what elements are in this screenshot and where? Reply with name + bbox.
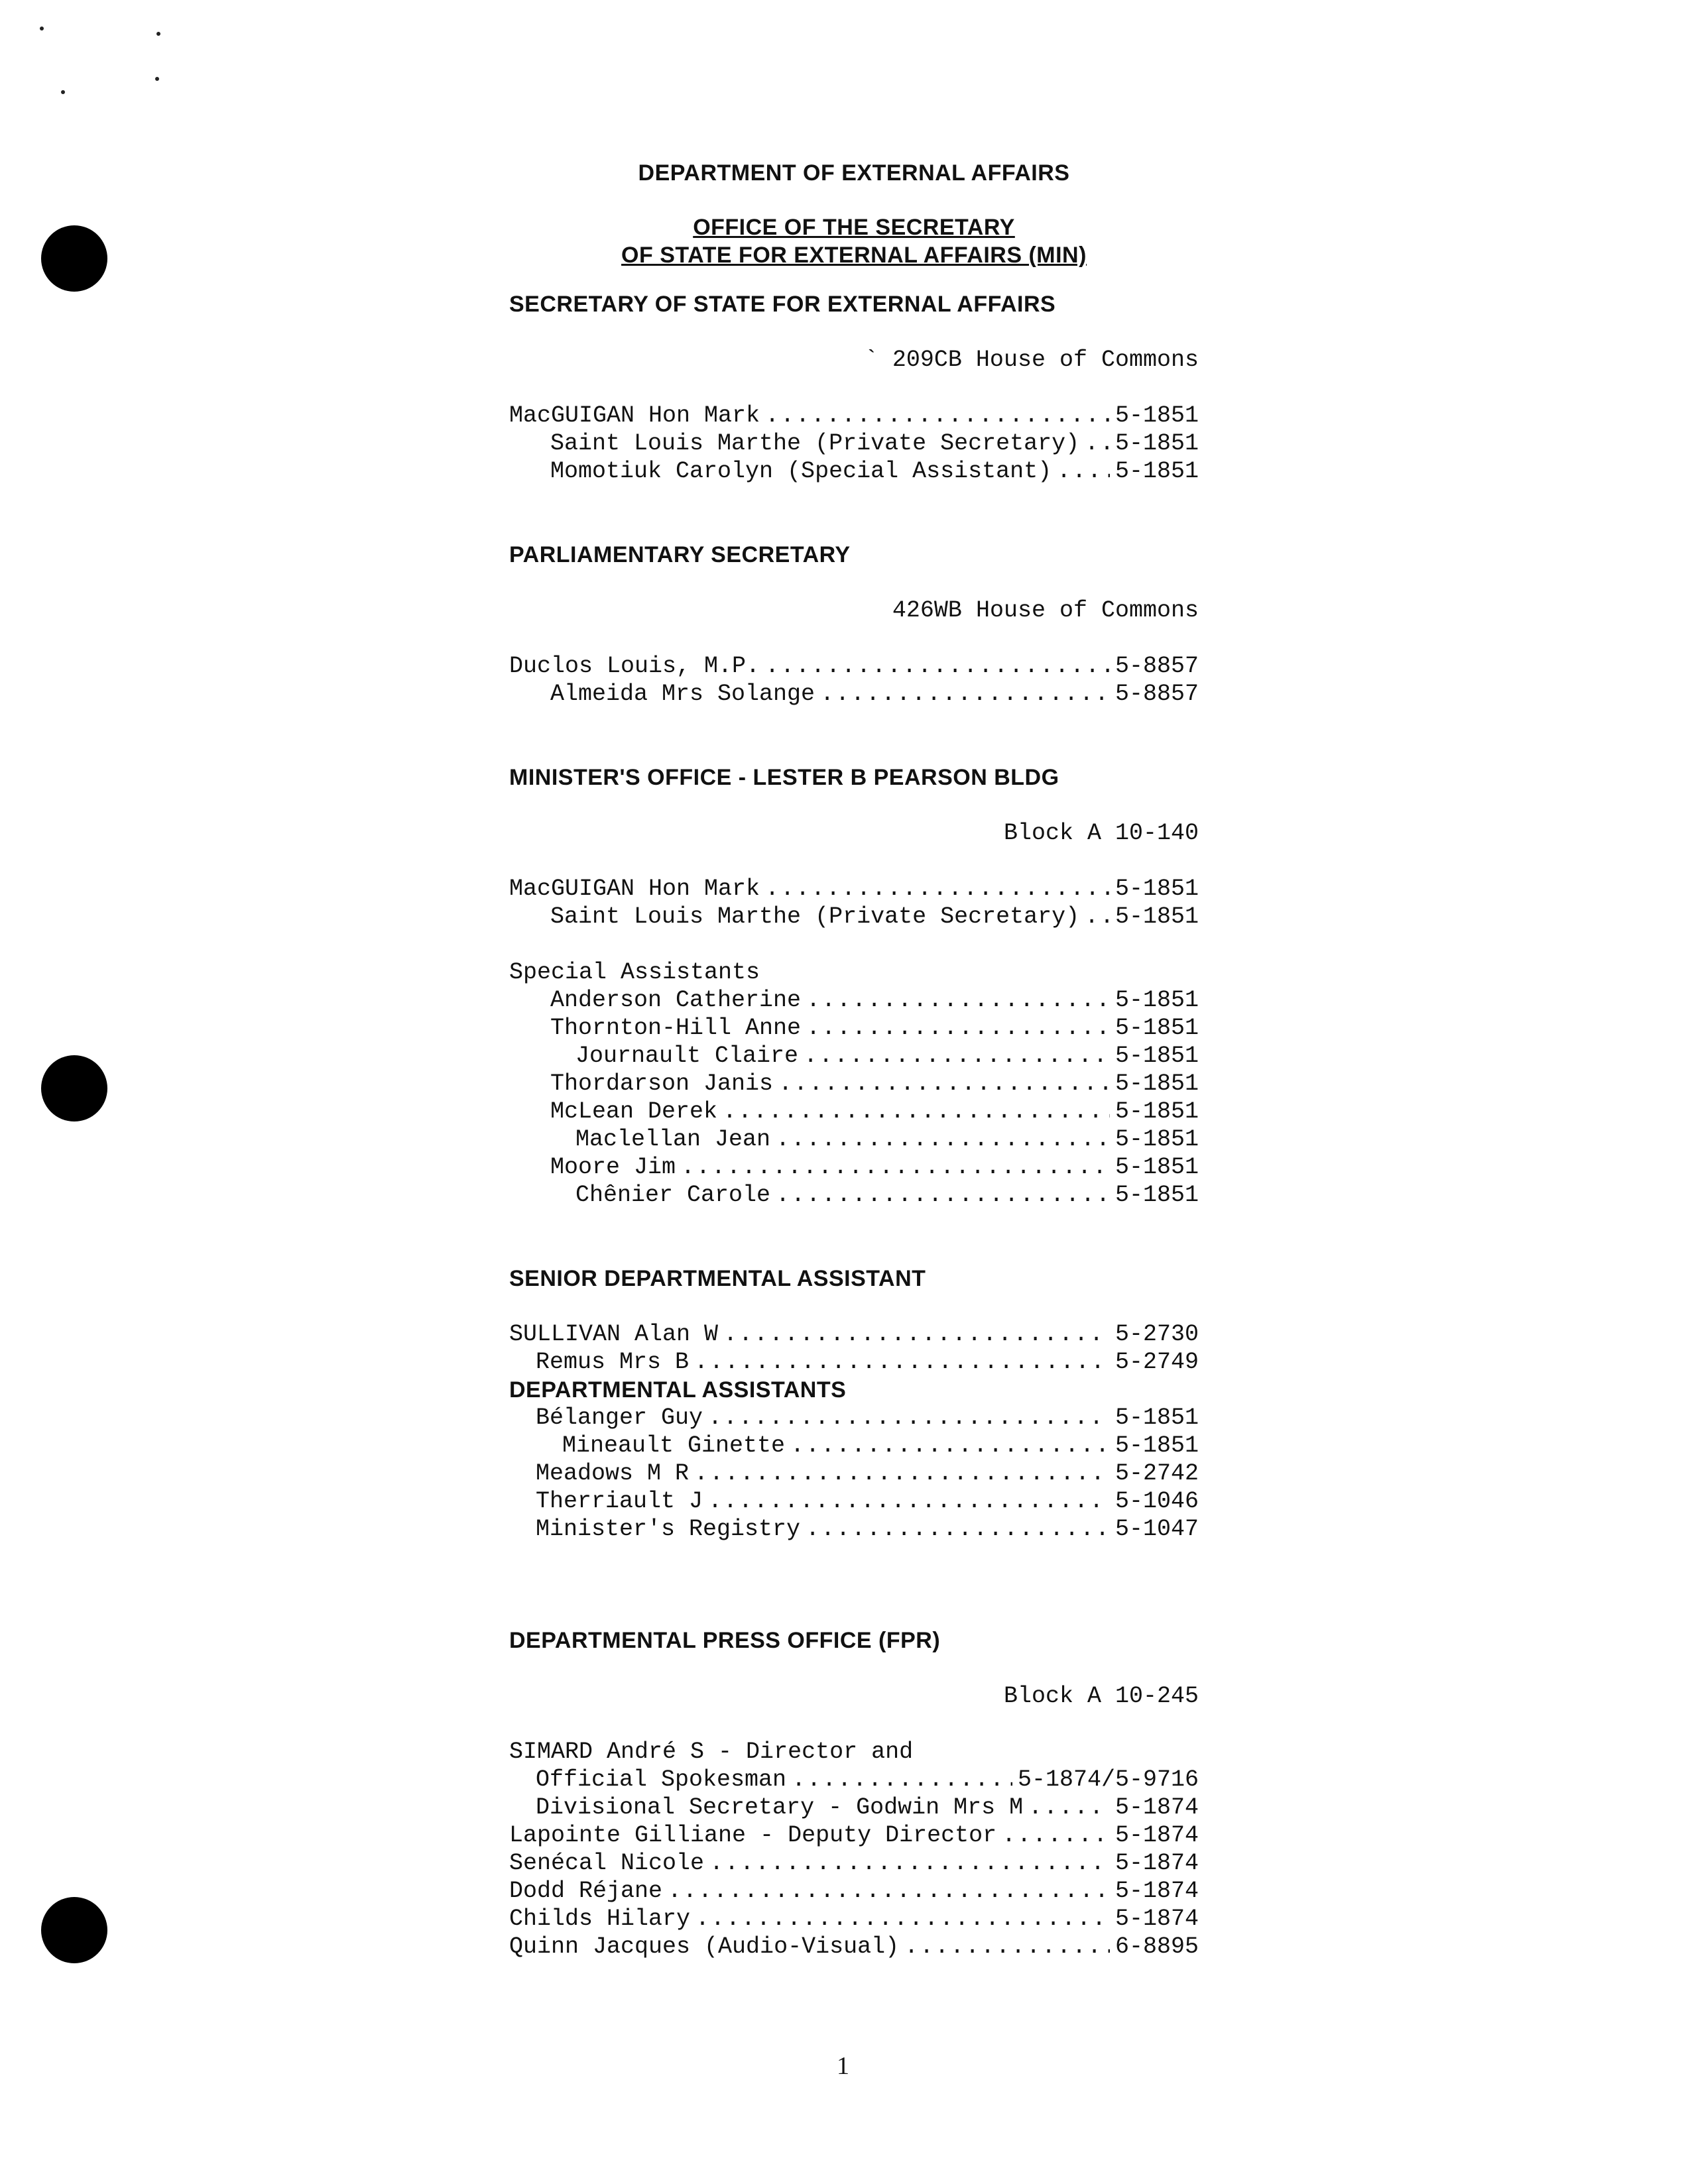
entry-phone: 5-1046 (1114, 1488, 1199, 1515)
entry-name: Remus Mrs B (536, 1349, 690, 1375)
section-heading-senior-departmental-assistant: SENIOR DEPARTMENTAL ASSISTANT (509, 1266, 926, 1291)
leader-dots (694, 1460, 1110, 1487)
entry-phone: 5-8857 (1114, 681, 1199, 707)
entry-name: Mineault Ginette (562, 1432, 786, 1459)
entry-name: MacGUIGAN Hon Mark (509, 402, 760, 429)
leader-dots (776, 1181, 1110, 1209)
leader-dots (776, 1125, 1110, 1153)
leader-dots (792, 1766, 1012, 1794)
punch-hole-bottom (41, 1897, 107, 1963)
scan-speck (40, 27, 44, 30)
entry-phone: 5-1851 (1114, 402, 1199, 429)
leader-dots (694, 1348, 1110, 1376)
leader-dots (681, 1153, 1110, 1181)
entry-phone: 5-1851 (1114, 903, 1199, 930)
entry-phone: 5-2749 (1114, 1349, 1199, 1375)
entry-name: Thordarson Janis (550, 1070, 774, 1097)
entry-name: Therriault J (536, 1488, 703, 1515)
entry-phone: 6-8895 (1114, 1933, 1199, 1960)
entry-name: MacGUIGAN Hon Mark (509, 876, 760, 902)
entry-name: Journault Claire (575, 1043, 799, 1069)
special-assistants-label: Special Assistants (509, 959, 760, 986)
entry-name: Maclellan Jean (575, 1126, 771, 1153)
section-heading-ministers-office: MINISTER'S OFFICE - LESTER B PEARSON BLDG (509, 765, 1059, 790)
entry-phone: 5-1874 (1114, 1822, 1199, 1849)
directory-entry (509, 402, 1199, 430)
entry-phone: 5-1851 (1114, 430, 1199, 457)
leader-dots (804, 1042, 1110, 1070)
directory-entry (509, 1877, 1199, 1905)
entry-phone: 5-1874/5-9716 (1017, 1766, 1199, 1793)
directory-entry (509, 1042, 1199, 1070)
directory-entry (509, 1125, 1199, 1153)
entry-name: SULLIVAN Alan W (509, 1321, 719, 1348)
entry-phone: 5-1851 (1114, 1070, 1199, 1097)
leader-dots (1085, 430, 1110, 457)
entry-phone: 5-1851 (1114, 1098, 1199, 1125)
leader-dots (668, 1877, 1110, 1905)
entry-phone: 5-1851 (1114, 1432, 1199, 1459)
entry-phone: 5-1851 (1114, 1015, 1199, 1041)
leader-dots (806, 986, 1110, 1014)
entry-name: Minister's Registry (536, 1516, 801, 1542)
page-number: 1 (837, 2052, 849, 2080)
department-title: DEPARTMENT OF EXTERNAL AFFAIRS (638, 160, 1070, 186)
location-block-a-10-140: Block A 10-140 (1003, 820, 1199, 846)
leader-dots (708, 1404, 1110, 1432)
entry-phone: 5-1047 (1114, 1516, 1199, 1542)
leader-dots (723, 1320, 1110, 1348)
directory-entry (509, 1404, 1199, 1432)
entry-phone: 5-1851 (1114, 1154, 1199, 1180)
directory-entry (509, 652, 1199, 680)
entry-phone: 5-1851 (1114, 876, 1199, 902)
leader-dots (790, 1432, 1110, 1460)
leader-dots (695, 1905, 1110, 1933)
entry-name: Official Spokesman (536, 1766, 787, 1793)
leader-dots (778, 1070, 1110, 1098)
directory-entry (509, 1098, 1199, 1125)
directory-entry (509, 1153, 1199, 1181)
leader-dots (709, 1849, 1110, 1877)
directory-entry (509, 1849, 1199, 1877)
section-heading-secretary-of-state: SECRETARY OF STATE FOR EXTERNAL AFFAIRS (509, 292, 1056, 317)
directory-entry (509, 1794, 1199, 1821)
directory-entry (509, 875, 1199, 903)
leader-dots (765, 402, 1110, 430)
directory-entry (509, 1432, 1199, 1460)
entry-name: Quinn Jacques (Audio-Visual) (509, 1933, 900, 1960)
section-heading-parliamentary-secretary: PARLIAMENTARY SECRETARY (509, 542, 851, 567)
entry-name: Chênier Carole (575, 1182, 771, 1208)
office-title-line1: OFFICE OF THE SECRETARY (693, 215, 1015, 240)
location-426wb: 426WB House of Commons (892, 597, 1199, 624)
leader-dots (1002, 1821, 1110, 1849)
entry-name: Momotiuk Carolyn (Special Assistant) (550, 458, 1052, 485)
entry-name: Duclos Louis, M.P. (509, 653, 760, 679)
leader-dots (820, 680, 1110, 708)
entry-phone: 5-1851 (1114, 458, 1199, 485)
directory-entry (509, 430, 1199, 457)
directory-entry (509, 680, 1199, 708)
leader-dots (806, 1515, 1110, 1543)
leader-dots (765, 875, 1110, 903)
entry-phone: 5-8857 (1114, 653, 1199, 679)
entry-phone: 5-1851 (1114, 1043, 1199, 1069)
directory-entry (509, 457, 1199, 485)
directory-entry (509, 1348, 1199, 1376)
directory-entry (509, 986, 1199, 1014)
location-209cb: ` 209CB House of Commons (864, 347, 1199, 373)
directory-entry (509, 1766, 1199, 1794)
scan-speck (155, 77, 159, 81)
leader-dots (806, 1014, 1110, 1042)
simard-entry-line: SIMARD André S - Director and (509, 1739, 914, 1765)
entry-phone: 5-2742 (1114, 1460, 1199, 1487)
entry-name: Childs Hilary (509, 1906, 691, 1932)
entry-phone: 5-1874 (1114, 1878, 1199, 1904)
directory-entry (509, 1014, 1199, 1042)
entry-phone: 5-1851 (1114, 987, 1199, 1013)
entry-name: Meadows M R (536, 1460, 690, 1487)
scan-speck (61, 90, 65, 94)
scan-speck (156, 32, 160, 36)
entry-name: Bélanger Guy (536, 1405, 703, 1431)
leader-dots (904, 1933, 1110, 1961)
entry-phone: 5-1851 (1114, 1126, 1199, 1153)
entry-name: Saint Louis Marthe (Private Secretary) (550, 430, 1080, 457)
entry-phone: 5-2730 (1114, 1321, 1199, 1348)
directory-entry (509, 1933, 1199, 1961)
punch-hole-top (41, 225, 107, 292)
entry-name: Senécal Nicole (509, 1850, 705, 1876)
directory-entry (509, 1460, 1199, 1487)
directory-entry (509, 1320, 1199, 1348)
directory-entry (509, 903, 1199, 931)
directory-entry (509, 1515, 1199, 1543)
leader-dots (1057, 457, 1110, 485)
entry-name: Thornton-Hill Anne (550, 1015, 802, 1041)
entry-name: McLean Derek (550, 1098, 718, 1125)
leader-dots (1028, 1794, 1110, 1821)
office-title-line2: OF STATE FOR EXTERNAL AFFAIRS (MIN) (621, 243, 1087, 268)
entry-phone: 5-1874 (1114, 1850, 1199, 1876)
directory-entry (509, 1905, 1199, 1933)
entry-name: Anderson Catherine (550, 987, 802, 1013)
entry-phone: 5-1851 (1114, 1182, 1199, 1208)
punch-hole-middle (41, 1055, 107, 1121)
directory-entry (509, 1070, 1199, 1098)
section-heading-press-office: DEPARTMENTAL PRESS OFFICE (FPR) (509, 1628, 941, 1653)
leader-dots (723, 1098, 1110, 1125)
leader-dots (1085, 903, 1110, 931)
entry-phone: 5-1874 (1114, 1794, 1199, 1821)
directory-entry (509, 1821, 1199, 1849)
entry-name: Divisional Secretary - Godwin Mrs M (536, 1794, 1024, 1821)
entry-phone: 5-1851 (1114, 1405, 1199, 1431)
directory-content (509, 159, 1199, 1961)
entry-name: Dodd Réjane (509, 1878, 663, 1904)
entry-phone: 5-1874 (1114, 1906, 1199, 1932)
directory-entry (509, 1181, 1199, 1209)
leader-dots (765, 652, 1110, 680)
section-heading-departmental-assistants: DEPARTMENTAL ASSISTANTS (509, 1377, 847, 1403)
directory-entry (509, 1487, 1199, 1515)
entry-name: Lapointe Gilliane - Deputy Director (509, 1822, 997, 1849)
leader-dots (708, 1487, 1110, 1515)
entry-name: Saint Louis Marthe (Private Secretary) (550, 903, 1080, 930)
location-block-a-10-245: Block A 10-245 (1003, 1683, 1199, 1709)
entry-name: Moore Jim (550, 1154, 676, 1180)
entry-name: Almeida Mrs Solange (550, 681, 815, 707)
